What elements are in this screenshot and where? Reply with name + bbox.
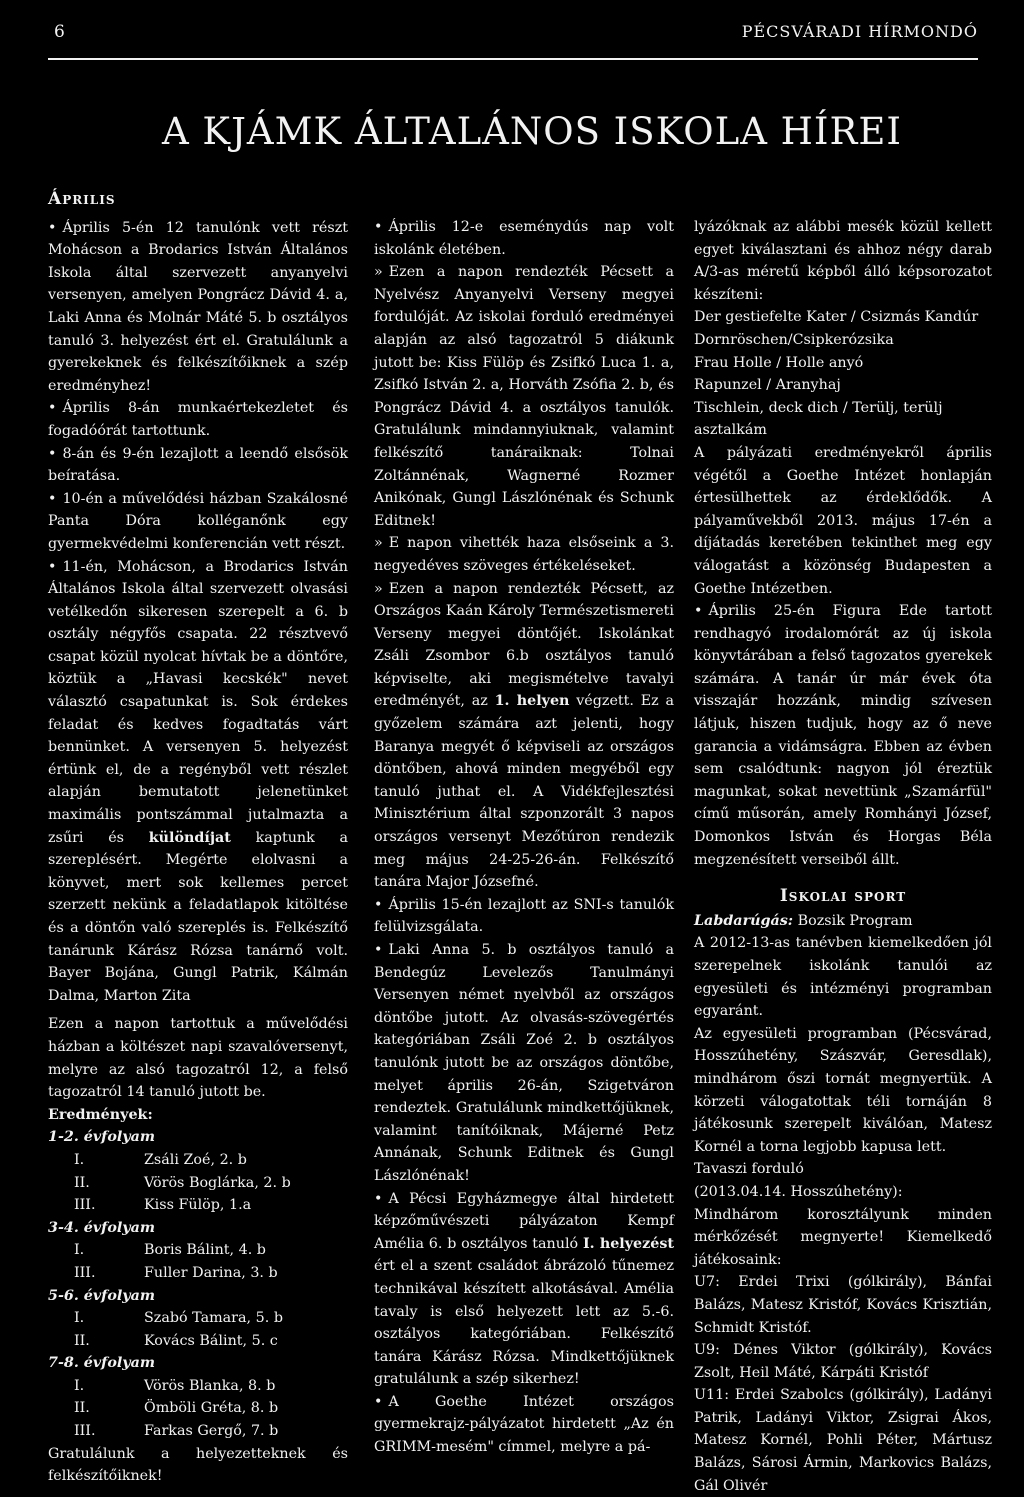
news-text: kaptunk a szereplésért. Megérte elolvasni a könyvet, mert sok kellemes percet szerzett nekünk a feladatlapok kitöltése és a döntőn való szereplés is. Felkészítő tanárunk Kárász Rózsa tanárnő volt. Bayer Bojána, Gungl Patrik, Kálmán Dalma, Marton Zita — [48, 829, 349, 1004]
event-text: Ezen a napon rendezték Pécsett, az Országos Kaán Károly Természetismereti Verseny megyei döntőjét. Iskolánkat Zsáli Zsombor 6.b osztályos tanuló képviselte, aki megismételve tavalyi eredményét, az — [374, 580, 674, 710]
event-item: » Ezen a napon rendezték Pécsett a Nyelvész Anyanyelvi Verseny megyei fordulóját. Az iskolai forduló eredményei alapján az alsó tagozatról 5 diákunk jutott be: Kiss Fülöp és Zsifkó Luca 1. a, Zsifkó István 2. a, Horváth Zsófia 2. b, és Pongrácz Dávid 4. a osztályos tanulók. Gratulálunk mindannyiuknak, valamint felkészítő tanáraiknak: Tolnai Zoltánnénak, Wagnerné Rozmer Anikónak, Gungl Lászlónénak és Schunk Editnek! — [374, 261, 674, 532]
u9-players: U9: Dénes Viktor (gólkirály), Kovács Zsolt, Heil Máté, Kárpáti Kristóf — [694, 1342, 992, 1381]
result-row — [74, 1307, 348, 1330]
results-label: Eredmények: — [48, 1106, 153, 1123]
result-row — [74, 1239, 348, 1262]
spring-date: (2013.04.14. Hosszúhetény): — [694, 1183, 903, 1200]
football-label: Labdarúgás: — [694, 912, 794, 929]
april-news-list — [48, 217, 348, 1008]
result-rank: I. — [74, 1151, 85, 1168]
result-name: Vörös Blanka, 8. b — [144, 1377, 276, 1394]
sport-text: A 2012-13-as tanévben kiemelkedően jól szerepelnek iskolánk tanulói az egyesületi és intézményi programban egyaránt. — [694, 935, 992, 1020]
event-text: végzett. Ez a győzelem számára azt jelenti, hogy Baranya megyét ő képviseli az országos döntőben, ahová minden megyéből egy tanuló juthat el. A Vidékfejlesztési Minisztérium által szponzorált 3 napos országos versenyt Mezőtúron rendezik meg május 24-25-26-án. Felkészítő tanára Major Józsefné. — [374, 693, 674, 891]
news-item: • Április 25-én Figura Ede tartott rendhagyó irodalomórát az új iskola könyvtárában a felső tagozatos gyerekek számára. A tanár úr már évek óta visszajár hozzánk, mindig szívesen látjuk, hiszen tudjuk, hogy az ő neve garancia a vidámságra. Ebben az évben sem csalódtunk: nagyon jól éreztük magunkat, sokat nevettünk „Szamárfül" című műsorán, amely Romhányi József, Domonkos István és Horgas Béla megzenésített verseiből állt. — [694, 600, 992, 871]
results-group — [48, 1352, 348, 1442]
fairy-tale-list — [694, 306, 992, 442]
header-rule — [48, 58, 978, 60]
fairy-tale-item: Frau Holle / Holle anyó — [694, 354, 864, 371]
page-number: 6 — [54, 22, 65, 42]
goethe-continued: lyázóknak az alábbi mesék közül kellett egyet kiválasztani és ahhoz négy darab A/3-as méretű képből álló képsorozatot készíteni: — [694, 219, 992, 303]
result-name: Kovács Bálint, 5. c — [144, 1332, 278, 1349]
fairy-tale-item: Der gestiefelte Kater / Csizmás Kandúr — [694, 309, 979, 326]
news-text: A Pécsi Egyházmegye által hirdetett képzőművészeti pályázaton Kempf Amélia 6. b osztályos tanuló — [374, 1190, 674, 1252]
result-name: Ömböli Gréta, 8. b — [144, 1400, 279, 1417]
news-text: 11-én, Mohácson, a Brodarics István Általános Iskola által szervezett olvasási vetélkedőn sikeresen szerepelt a 6. b osztály négyfős csapata. 22 résztvevő csapat közül nyolcat hívtak be a döntőre, köztük a „Havasi kecskék" nevet választó csapatunkat is. Sok érdekes feladat és kedves fogadtatás várt bennünket. A versenyen 5. helyezést értünk el, de a regényből vett részlet alapján bemutatott jelenetünket maximális pontszámmal jutalmazta a zsűri és — [48, 558, 348, 846]
section-title-aprilis: Április — [48, 189, 116, 209]
results-group — [48, 1126, 348, 1216]
grade-title: 5-6. évfolyam — [48, 1287, 156, 1304]
grade-title: 1-2. évfolyam — [48, 1129, 156, 1146]
football-program: Bozsik Program — [797, 912, 913, 929]
news-item: • Április 12-e eseménydús nap volt iskolánk életében. — [374, 216, 674, 261]
grade-title: 3-4. évfolyam — [48, 1219, 156, 1236]
result-rank: II. — [74, 1332, 90, 1349]
news-item: • Április 5-én 12 tanulónk vett részt Mohácson a Brodarics István Általános Iskola által szervezett anyanyelvi versenyen, amelyen Pongrácz Dávid 4. a, Laki Anna és Molnár Máté 5. b osztályos tanuló 3. helyezést ért el. Gratulálunk a gyerekeknek és felkészítőiknek a szép eredményhez! — [48, 217, 348, 398]
result-row — [74, 1420, 348, 1443]
result-rank: I. — [74, 1377, 85, 1394]
event-item — [374, 578, 674, 894]
result-row — [74, 1330, 348, 1353]
event-bold-text: 1. helyen — [494, 693, 570, 710]
result-rank: II. — [74, 1174, 90, 1191]
event-item: » E napon vihették haza elsőseink a 3. negyedéves szöveges értékeléseket. — [374, 532, 674, 577]
result-name: Kiss Fülöp, 1.a — [144, 1197, 252, 1214]
result-row — [74, 1397, 348, 1420]
result-row — [74, 1262, 348, 1285]
column-3 — [694, 216, 992, 1497]
news-text: ért el a szent családot ábrázoló tűnemez technikával készített alkotásával. Amélia tavaly is első helyezett lett az 5.-6. osztályos kategóriában. Felkészítő tanára Kárász Rózsa. Mindkettőjüknek gratulálunk a szép sikerhez! — [374, 1258, 674, 1388]
spring-title: Tavaszi forduló — [694, 1161, 804, 1178]
news-item — [48, 556, 348, 1008]
news-item: • 8-án és 9-én lezajlott a leendő elsősök beíratása. — [48, 443, 348, 488]
result-row — [74, 1375, 348, 1398]
result-rank: III. — [74, 1264, 96, 1281]
result-name: Fuller Darina, 3. b — [144, 1264, 278, 1281]
results-group — [48, 1217, 348, 1285]
result-name: Zsáli Zoé, 2. b — [144, 1151, 247, 1168]
result-rank: I. — [74, 1310, 85, 1327]
result-row — [74, 1194, 348, 1217]
spring-text: Mindhárom korosztályunk minden mérkőzését megnyerte! Kiemelkedő játékosaink: — [694, 1206, 992, 1268]
result-name: Vörös Boglárka, 2. b — [144, 1174, 291, 1191]
u11-players: U11: Erdei Szabolcs (gólkirály), Ladányi Patrik, Ladányi Viktor, Zsigrai Ákos, Matesz Kornél, Pohli Péter, Mártusz Balázs, Sárosi Ármin, Markovics Balázs, Gál Olivér — [694, 1387, 992, 1494]
column-2 — [374, 216, 674, 1459]
result-row — [74, 1149, 348, 1172]
football-line — [694, 910, 992, 933]
result-rank: II. — [74, 1400, 90, 1417]
column-1 — [48, 188, 348, 1488]
news-item: • A Goethe Intézet országos gyermekrajz-pályázatot hirdetett „Az én GRIMM-mesém" címmel, melyre a pá- — [374, 1391, 674, 1459]
news-bold-text: I. helyezést — [582, 1235, 675, 1252]
result-name: Boris Bálint, 4. b — [144, 1242, 266, 1259]
grade-title: 7-8. évfolyam — [48, 1355, 156, 1372]
publication-name: PÉCSVÁRADI HÍRMONDÓ — [741, 22, 978, 41]
fairy-tale-item: Dornröschen/Csipkerózsika — [694, 331, 894, 348]
news-bold-text: különdíjat — [148, 829, 231, 846]
article-title: A KJÁMK ÁLTALÁNOS ISKOLA HÍREI — [161, 110, 903, 153]
news-item: • Április 8-án munkaértekezletet és fogadóórát tartottunk. — [48, 397, 348, 442]
result-rank: I. — [74, 1242, 85, 1259]
result-name: Farkas Gergő, 7. b — [144, 1423, 279, 1440]
result-rank: III. — [74, 1197, 96, 1214]
fairy-tale-item: Tischlein, deck dich / Terülj, terülj asztalkám — [694, 399, 943, 439]
results-group — [48, 1285, 348, 1353]
sport-text: Az egyesületi programban (Pécsvárad, Hosszúhetény, Szászvár, Geresdlak), mindhárom őszi tornát megnyertük. A körzeti válogatottak téli tornáján 8 játékosunk szerepelt kiválóan, Matesz Kornél a torna legjobb kapusa lett. — [694, 1025, 992, 1155]
closing-congrats: Gratulálunk a helyezetteknek és felkészítőiknek! — [48, 1445, 348, 1485]
news-item — [374, 1188, 674, 1391]
news-item: • Április 15-én lezajlott az SNI-s tanulók felülvizsgálata. — [374, 894, 674, 939]
result-name: Szabó Tamara, 5. b — [144, 1310, 283, 1327]
section-title-sport: Iskolai sport — [779, 886, 907, 907]
u7-players: U7: Erdei Trixi (gólkirály), Bánfai Balázs, Matesz Kristóf, Kovács Krisztián, Schmidt Kristóf. — [694, 1274, 992, 1336]
result-row — [74, 1172, 348, 1195]
goethe-results: A pályázati eredményekről április végétől a Goethe Intézet honlapján értesülhettek az érdeklődők. A pályaművekből 2013. május 17-én a díjátadás keretében tekinthet meg egy válogatást a közönség Budapesten a Goethe Intézetben. — [694, 444, 992, 597]
result-rank: III. — [74, 1423, 96, 1440]
news-item: • Laki Anna 5. b osztályos tanuló a Bendegúz Levelezős Tanulmányi Versenyen német nyelvből az országos döntőbe jutott. Az olvasás-szövegértés kategóriában Zsáli Zoé 2. b osztályos tanulónk jutott be az országos döntőbe, melyet április 26-án, Szigetváron rendeztek. Gratulálunk mindkettőjüknek, valamint tanítóiknak, Májerné Petz Annának, Schunk Editnek és Gungl Lászlónénak! — [374, 939, 674, 1188]
news-item: • 10-én a művelődési házban Szakálosné Panta Dóra kolléganőnk egy gyermekvédelmi konferencián vett részt. — [48, 488, 348, 556]
fairy-tale-item: Rapunzel / Aranyhaj — [694, 377, 841, 394]
poetry-contest-text: Ezen a napon tartottuk a művelődési házban a költészet napi szavalóversenyt, melyre az alsó tagozatról 12, a felső tagozatról 14 tanuló jutott be. — [48, 1016, 348, 1101]
april-12-events — [374, 261, 674, 894]
